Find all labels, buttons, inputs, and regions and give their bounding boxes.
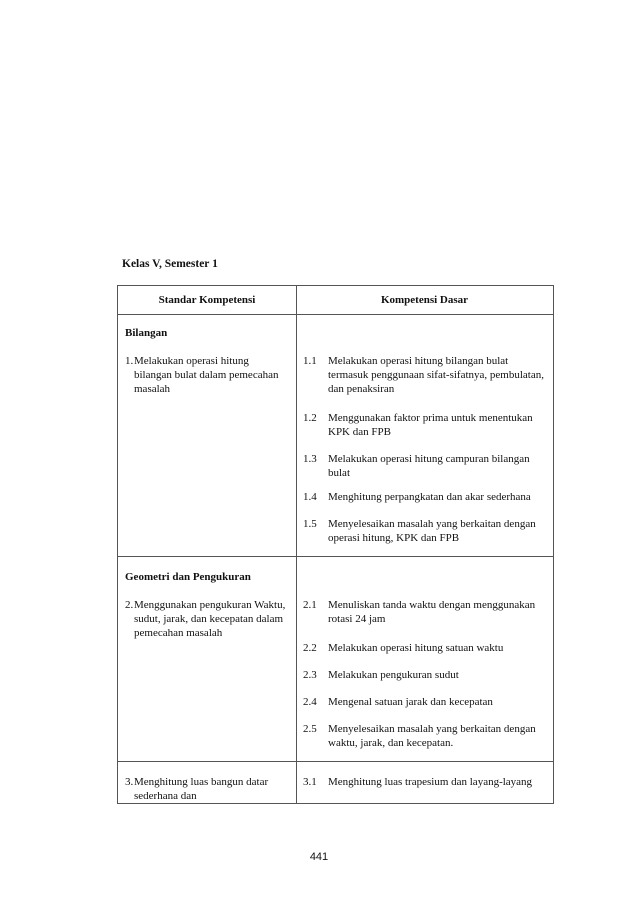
- kompetensi-dasar-item: [303, 598, 551, 626]
- standar-number: 2.: [125, 599, 134, 611]
- standar-number: 1.: [125, 355, 134, 367]
- kd-text: Menyelesaikan masalah yang berkaitan dengan operasi hitung, KPK dan FPB: [328, 518, 536, 544]
- competency-table: [117, 285, 554, 804]
- kd-text: Menyelesaikan masalah yang berkaitan dengan waktu, jarak, dan kecepatan.: [328, 723, 536, 749]
- standar-kompetensi-3: [125, 775, 289, 803]
- kompetensi-dasar-item: [303, 722, 551, 750]
- kd-number: 1.3: [303, 453, 317, 465]
- kd-number: 3.1: [303, 776, 317, 788]
- kd-number: 2.3: [303, 669, 317, 681]
- kd-number: 2.2: [303, 642, 317, 654]
- kd-text: Melakukan operasi hitung bilangan bulat termasuk penggunaan sifat-sifatnya, pembulatan, dan penaksiran: [328, 355, 544, 395]
- kd-text: Melakukan pengukuran sudut: [328, 669, 459, 681]
- section-heading: Kelas V, Semester 1: [122, 258, 218, 270]
- kd-text: Menghitung perpangkatan dan akar sederhana: [328, 491, 531, 503]
- kd-number: 1.4: [303, 491, 317, 503]
- section-title-geometri: Geometri dan Pengukuran: [125, 571, 251, 583]
- kompetensi-dasar-item: [303, 411, 551, 439]
- column-divider: [296, 286, 297, 803]
- row-divider: [118, 761, 553, 762]
- kd-text: Menghitung luas trapesium dan layang-layang: [328, 776, 533, 788]
- kd-number: 1.1: [303, 355, 317, 367]
- standar-kompetensi-1: [125, 354, 289, 396]
- standar-text: Melakukan operasi hitung bilangan bulat dalam pemecahan masalah: [134, 355, 279, 395]
- kd-text: Melakukan operasi hitung campuran bilangan bulat: [328, 453, 530, 479]
- kd-number: 2.5: [303, 723, 317, 735]
- kd-text: Mengenal satuan jarak dan kecepatan: [328, 696, 493, 708]
- kd-text: Menggunakan faktor prima untuk menentukan KPK dan FPB: [328, 412, 533, 438]
- kompetensi-dasar-item: [303, 490, 551, 504]
- header-divider: [118, 314, 553, 315]
- kd-number: 1.5: [303, 518, 317, 530]
- kompetensi-dasar-item: [303, 775, 551, 789]
- kompetensi-dasar-item: [303, 354, 551, 396]
- standar-text: Menggunakan pengukuran Waktu, sudut, jarak, dan kecepatan dalam pemecahan masalah: [134, 599, 286, 639]
- header-kompetensi-dasar: Kompetensi Dasar: [380, 294, 469, 306]
- standar-text: Menghitung luas bangun datar sederhana dan: [134, 776, 269, 802]
- kompetensi-dasar-item: [303, 452, 551, 480]
- kd-number: 2.1: [303, 599, 317, 611]
- kd-text: Menuliskan tanda waktu dengan menggunakan rotasi 24 jam: [328, 599, 536, 625]
- kd-number: 2.4: [303, 696, 317, 708]
- page-number: 441: [309, 851, 329, 863]
- kd-text: Melakukan operasi hitung satuan waktu: [328, 642, 504, 654]
- kd-number: 1.2: [303, 412, 317, 424]
- kompetensi-dasar-item: [303, 668, 551, 682]
- row-divider: [118, 556, 553, 557]
- standar-kompetensi-2: [125, 598, 289, 640]
- kompetensi-dasar-item: [303, 517, 551, 545]
- section-title-bilangan: Bilangan: [125, 327, 168, 339]
- standar-number: 3.: [125, 776, 134, 788]
- kompetensi-dasar-item: [303, 641, 551, 655]
- kompetensi-dasar-item: [303, 695, 551, 709]
- header-standar-kompetensi: Standar Kompetensi: [158, 294, 256, 306]
